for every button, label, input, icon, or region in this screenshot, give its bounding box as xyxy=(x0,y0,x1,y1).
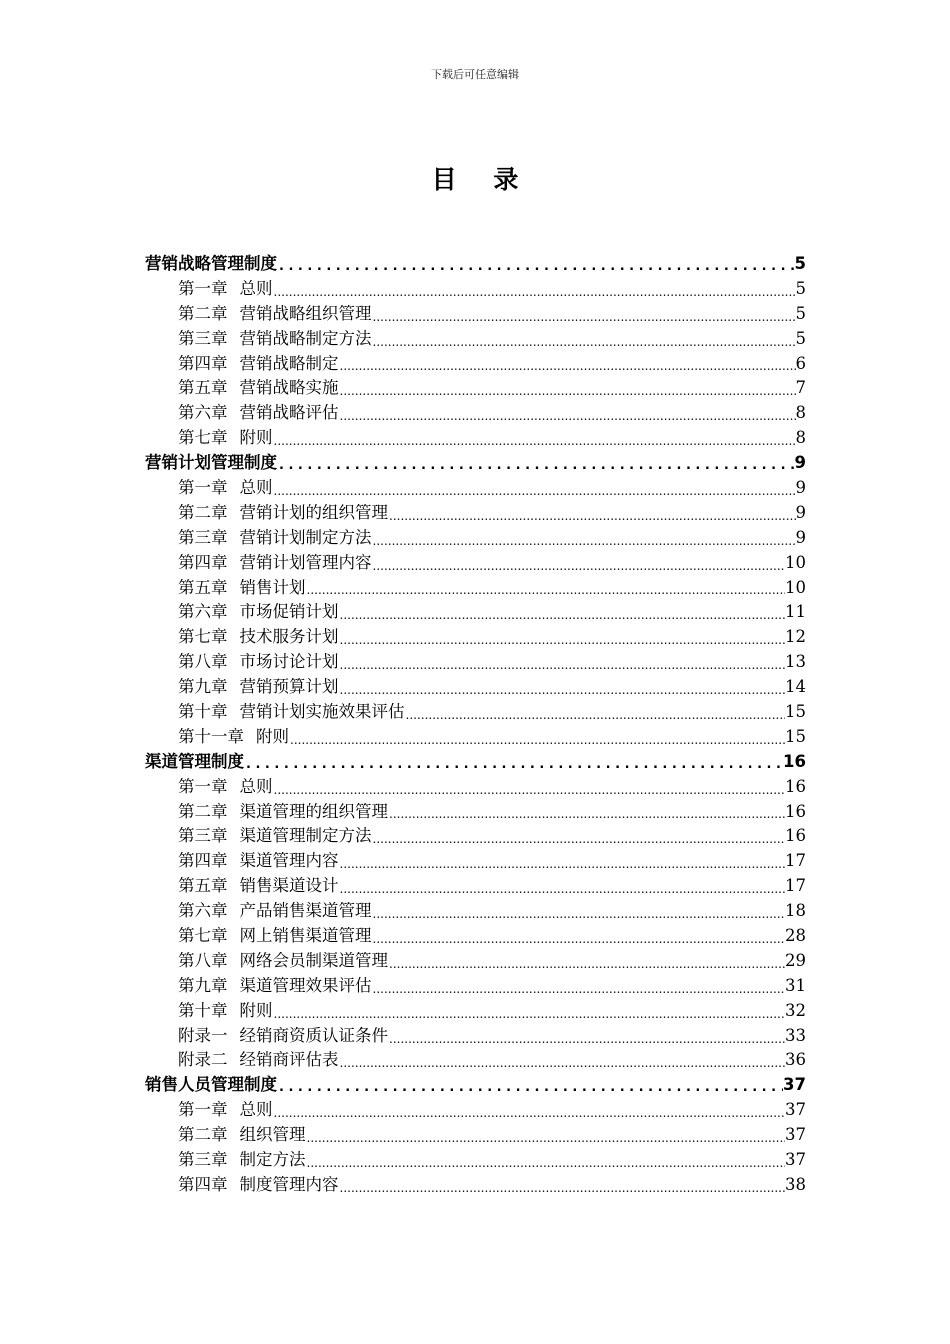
toc-chapter-title: 营销计划的组织管理 xyxy=(239,502,388,522)
toc-page-number: 29 xyxy=(785,950,806,970)
toc-chapter-title: 市场讨论计划 xyxy=(239,652,339,672)
toc-chapter-heading xyxy=(178,426,273,451)
toc-chapter-title: 渠道管理效果评估 xyxy=(239,975,372,995)
toc-chapter-number: 第一章 xyxy=(178,1100,228,1120)
table-of-contents xyxy=(145,252,806,1198)
toc-chapter-heading xyxy=(178,1049,339,1074)
toc-leader-dots xyxy=(339,625,786,650)
toc-chapter-heading xyxy=(178,600,339,625)
toc-chapter-number: 第二章 xyxy=(178,303,228,323)
toc-chapter-heading xyxy=(178,476,273,501)
toc-chapter-number: 第五章 xyxy=(178,378,228,398)
toc-chapter-heading xyxy=(178,277,273,302)
toc-chapter-title: 渠道管理内容 xyxy=(239,851,339,871)
toc-chapter-heading xyxy=(178,302,372,327)
toc-leader-dots xyxy=(372,899,786,924)
toc-chapter-title: 总则 xyxy=(239,478,273,497)
toc-leader-dots xyxy=(405,700,786,725)
toc-leader-dots xyxy=(273,1098,786,1123)
toc-chapter-entry[interactable] xyxy=(145,376,806,401)
toc-chapter-heading xyxy=(178,1123,306,1148)
header-note: 下载后可任意编辑 xyxy=(431,68,519,81)
toc-chapter-entry[interactable] xyxy=(145,426,806,451)
toc-page-number: 5 xyxy=(795,328,806,348)
toc-leader-dots xyxy=(339,675,786,700)
toc-chapter-heading xyxy=(178,924,372,949)
toc-page-number: 12 xyxy=(785,627,806,647)
toc-chapter-heading xyxy=(178,725,289,750)
toc-page-number: 16 xyxy=(785,776,806,796)
toc-page-number: 16 xyxy=(783,751,806,771)
toc-leader-dots xyxy=(273,426,796,451)
toc-chapter-number: 第十章 xyxy=(178,702,228,722)
toc-chapter-heading xyxy=(178,899,372,924)
toc-page-number: 11 xyxy=(785,602,806,622)
toc-chapter-title: 渠道管理制定方法 xyxy=(239,826,372,846)
toc-chapter-title: 技术服务计划 xyxy=(239,627,339,647)
toc-chapter-title: 销售计划 xyxy=(239,577,306,597)
toc-chapter-entry[interactable] xyxy=(145,526,806,551)
toc-chapter-title: 营销战略制定 xyxy=(239,353,339,373)
toc-chapter-heading xyxy=(178,675,339,700)
toc-chapter-heading xyxy=(178,700,405,725)
toc-chapter-number: 第一章 xyxy=(178,478,228,497)
toc-chapter-number: 第四章 xyxy=(178,1174,228,1194)
toc-chapter-heading xyxy=(178,824,372,849)
toc-chapter-entry[interactable] xyxy=(145,501,806,526)
toc-chapter-entry[interactable] xyxy=(145,576,806,601)
toc-page-number: 9 xyxy=(795,502,806,522)
toc-leader-dots xyxy=(339,1173,786,1198)
toc-chapter-entry[interactable] xyxy=(145,327,806,352)
toc-page-number: 6 xyxy=(795,353,806,373)
toc-chapter-entry[interactable] xyxy=(145,800,806,825)
toc-chapter-number: 第八章 xyxy=(178,950,228,970)
toc-chapter-title: 渠道管理的组织管理 xyxy=(239,801,388,821)
toc-chapter-title: 制定方法 xyxy=(239,1150,306,1170)
toc-chapter-entry[interactable] xyxy=(145,401,806,426)
toc-chapter-heading xyxy=(178,999,273,1024)
toc-section-title: 营销计划管理制度 xyxy=(145,453,277,473)
toc-chapter-title: 经销商评估表 xyxy=(239,1050,339,1070)
toc-page-number: 5 xyxy=(795,278,806,298)
toc-section-entry[interactable] xyxy=(145,252,806,277)
toc-page-number: 15 xyxy=(785,726,806,746)
toc-chapter-heading xyxy=(178,650,339,675)
toc-chapter-heading xyxy=(178,1148,306,1173)
toc-leader-dots xyxy=(388,949,785,974)
toc-chapter-number: 第三章 xyxy=(178,826,228,846)
toc-leader-dots xyxy=(273,476,796,501)
toc-page-number: 31 xyxy=(785,975,806,995)
toc-leader-dots xyxy=(372,526,796,551)
toc-section-entry[interactable] xyxy=(145,1073,806,1098)
toc-chapter-heading xyxy=(178,551,372,576)
toc-page-number: 5 xyxy=(795,303,806,323)
toc-chapter-entry[interactable] xyxy=(145,725,806,750)
toc-chapter-number: 第四章 xyxy=(178,353,228,373)
toc-chapter-title: 网络会员制渠道管理 xyxy=(239,950,388,970)
toc-leader-dots xyxy=(339,352,796,377)
toc-chapter-title: 总则 xyxy=(239,776,273,796)
toc-section-entry[interactable] xyxy=(145,451,806,476)
toc-leader-dots xyxy=(273,999,786,1024)
toc-chapter-number: 第六章 xyxy=(178,901,228,921)
toc-chapter-heading xyxy=(178,526,372,551)
toc-chapter-heading xyxy=(178,401,339,426)
toc-chapter-title: 制度管理内容 xyxy=(239,1174,339,1194)
toc-leader-dots xyxy=(277,451,795,476)
toc-page-number: 15 xyxy=(785,702,806,722)
toc-page-number: 8 xyxy=(795,403,806,423)
toc-chapter-number: 第十一章 xyxy=(178,726,244,746)
toc-chapter-title: 附则 xyxy=(239,428,273,448)
toc-chapter-entry[interactable] xyxy=(145,675,806,700)
toc-leader-dots xyxy=(388,1024,785,1049)
toc-chapter-number: 第五章 xyxy=(178,876,228,896)
toc-chapter-number: 第二章 xyxy=(178,1125,228,1145)
toc-chapter-entry[interactable] xyxy=(145,874,806,899)
toc-leader-dots xyxy=(244,750,783,775)
toc-chapter-number: 第六章 xyxy=(178,403,228,423)
toc-page-number: 10 xyxy=(785,577,806,597)
toc-chapter-entry[interactable] xyxy=(145,824,806,849)
toc-leader-dots xyxy=(339,1049,786,1074)
toc-page-number: 33 xyxy=(785,1025,806,1045)
toc-chapter-entry[interactable] xyxy=(145,600,806,625)
toc-page-number: 37 xyxy=(785,1100,806,1120)
toc-chapter-entry[interactable] xyxy=(145,476,806,501)
toc-chapter-entry[interactable] xyxy=(145,1173,806,1198)
toc-chapter-heading xyxy=(178,949,388,974)
toc-section-title: 渠道管理制度 xyxy=(145,751,244,771)
toc-chapter-entry[interactable] xyxy=(145,1024,806,1049)
toc-page-number: 8 xyxy=(795,428,806,448)
toc-page-number: 5 xyxy=(794,253,806,273)
toc-chapter-heading xyxy=(178,974,372,999)
toc-page-number: 38 xyxy=(785,1174,806,1194)
toc-chapter-title: 组织管理 xyxy=(239,1125,306,1145)
toc-chapter-title: 营销计划管理内容 xyxy=(239,552,372,572)
toc-chapter-heading xyxy=(178,1173,339,1198)
toc-leader-dots xyxy=(388,800,785,825)
toc-page-number: 28 xyxy=(785,926,806,946)
toc-chapter-number: 第四章 xyxy=(178,552,228,572)
toc-chapter-entry[interactable] xyxy=(145,974,806,999)
toc-leader-dots xyxy=(372,302,796,327)
toc-page-number: 37 xyxy=(785,1150,806,1170)
toc-chapter-entry[interactable] xyxy=(145,650,806,675)
toc-chapter-number: 第七章 xyxy=(178,627,228,647)
toc-leader-dots xyxy=(339,401,796,426)
toc-chapter-title: 附则 xyxy=(239,1000,273,1020)
toc-chapter-heading xyxy=(178,1098,273,1123)
toc-chapter-number: 第八章 xyxy=(178,652,228,672)
toc-chapter-entry[interactable] xyxy=(145,1148,806,1173)
toc-chapter-heading xyxy=(178,874,339,899)
toc-page-number: 9 xyxy=(794,453,806,473)
toc-leader-dots xyxy=(388,501,796,526)
toc-section-title: 销售人员管理制度 xyxy=(145,1075,277,1095)
toc-page-number: 7 xyxy=(795,378,806,398)
toc-chapter-number: 第九章 xyxy=(178,677,228,697)
toc-chapter-number: 第三章 xyxy=(178,328,228,348)
toc-page-number: 13 xyxy=(785,652,806,672)
toc-leader-dots xyxy=(339,376,796,401)
toc-chapter-number: 第二章 xyxy=(178,502,228,522)
toc-chapter-entry[interactable] xyxy=(145,999,806,1024)
toc-chapter-number: 第七章 xyxy=(178,428,228,448)
toc-page-number: 32 xyxy=(785,1000,806,1020)
toc-leader-dots xyxy=(339,650,786,675)
toc-chapter-title: 营销战略评估 xyxy=(239,403,339,423)
toc-chapter-heading xyxy=(178,576,306,601)
toc-chapter-entry[interactable] xyxy=(145,551,806,576)
toc-chapter-entry[interactable] xyxy=(145,277,806,302)
toc-chapter-title: 营销战略制定方法 xyxy=(239,328,372,348)
toc-leader-dots xyxy=(372,924,786,949)
toc-chapter-title: 市场促销计划 xyxy=(239,602,339,622)
toc-page-number: 36 xyxy=(785,1050,806,1070)
toc-chapter-heading xyxy=(178,327,372,352)
toc-leader-dots xyxy=(273,277,796,302)
toc-chapter-number: 第九章 xyxy=(178,975,228,995)
toc-chapter-heading xyxy=(178,800,388,825)
toc-chapter-number: 附录二 xyxy=(178,1050,228,1070)
toc-chapter-entry[interactable] xyxy=(145,775,806,800)
toc-leader-dots xyxy=(339,849,786,874)
toc-chapter-heading xyxy=(178,352,339,377)
toc-page-number: 18 xyxy=(785,901,806,921)
toc-chapter-heading xyxy=(178,625,339,650)
toc-leader-dots xyxy=(289,725,785,750)
toc-chapter-title: 营销战略实施 xyxy=(239,378,339,398)
toc-chapter-entry[interactable] xyxy=(145,1049,806,1074)
toc-page-number: 16 xyxy=(785,801,806,821)
toc-section-entry[interactable] xyxy=(145,750,806,775)
toc-leader-dots xyxy=(306,1148,786,1173)
toc-leader-dots xyxy=(306,576,786,601)
toc-chapter-number: 第一章 xyxy=(178,278,228,298)
toc-chapter-title: 营销战略组织管理 xyxy=(239,303,372,323)
toc-chapter-number: 第二章 xyxy=(178,801,228,821)
toc-chapter-title: 营销计划制定方法 xyxy=(239,527,372,547)
toc-chapter-entry[interactable] xyxy=(145,1123,806,1148)
toc-chapter-title: 总则 xyxy=(239,278,273,298)
toc-chapter-number: 第三章 xyxy=(178,527,228,547)
toc-chapter-heading xyxy=(178,775,273,800)
toc-page-number: 17 xyxy=(785,851,806,871)
toc-chapter-entry[interactable] xyxy=(145,924,806,949)
toc-leader-dots xyxy=(372,824,786,849)
toc-chapter-heading xyxy=(178,376,339,401)
toc-chapter-title: 网上销售渠道管理 xyxy=(239,926,372,946)
toc-chapter-title: 营销计划实施效果评估 xyxy=(239,702,405,722)
toc-page-number: 37 xyxy=(783,1075,806,1095)
toc-chapter-title: 总则 xyxy=(239,1100,273,1120)
toc-leader-dots xyxy=(273,775,786,800)
toc-chapter-entry[interactable] xyxy=(145,700,806,725)
toc-chapter-entry[interactable] xyxy=(145,352,806,377)
toc-chapter-number: 第三章 xyxy=(178,1150,228,1170)
toc-chapter-number: 附录一 xyxy=(178,1025,228,1045)
toc-leader-dots xyxy=(277,252,795,277)
toc-page-number: 14 xyxy=(785,677,806,697)
toc-chapter-title: 产品销售渠道管理 xyxy=(239,901,372,921)
toc-chapter-title: 附则 xyxy=(256,726,289,746)
toc-section-title: 营销战略管理制度 xyxy=(145,253,277,273)
toc-page-number: 37 xyxy=(785,1125,806,1145)
toc-chapter-title: 营销预算计划 xyxy=(239,677,339,697)
toc-leader-dots xyxy=(277,1073,783,1098)
toc-leader-dots xyxy=(372,551,786,576)
toc-page-number: 9 xyxy=(795,478,806,497)
document-title: 目 录 xyxy=(431,165,533,194)
toc-chapter-entry[interactable] xyxy=(145,949,806,974)
toc-chapter-entry[interactable] xyxy=(145,302,806,327)
toc-chapter-entry[interactable] xyxy=(145,899,806,924)
toc-page-number: 9 xyxy=(795,527,806,547)
toc-leader-dots xyxy=(339,600,786,625)
toc-page-number: 10 xyxy=(785,552,806,572)
toc-leader-dots xyxy=(339,874,786,899)
toc-chapter-entry[interactable] xyxy=(145,625,806,650)
toc-leader-dots xyxy=(372,327,796,352)
toc-chapter-number: 第七章 xyxy=(178,926,228,946)
toc-chapter-title: 销售渠道设计 xyxy=(239,876,339,896)
toc-chapter-number: 第一章 xyxy=(178,776,228,796)
toc-chapter-heading xyxy=(178,501,388,526)
toc-chapter-entry[interactable] xyxy=(145,1098,806,1123)
toc-chapter-heading xyxy=(178,1024,388,1049)
toc-leader-dots xyxy=(306,1123,786,1148)
toc-chapter-entry[interactable] xyxy=(145,849,806,874)
toc-chapter-number: 第六章 xyxy=(178,602,228,622)
toc-page-number: 16 xyxy=(785,826,806,846)
toc-page-number: 17 xyxy=(785,876,806,896)
toc-chapter-title: 经销商资质认证条件 xyxy=(239,1025,388,1045)
toc-chapter-number: 第十章 xyxy=(178,1000,228,1020)
toc-chapter-heading xyxy=(178,849,339,874)
toc-leader-dots xyxy=(372,974,786,999)
toc-chapter-number: 第五章 xyxy=(178,577,228,597)
toc-chapter-number: 第四章 xyxy=(178,851,228,871)
